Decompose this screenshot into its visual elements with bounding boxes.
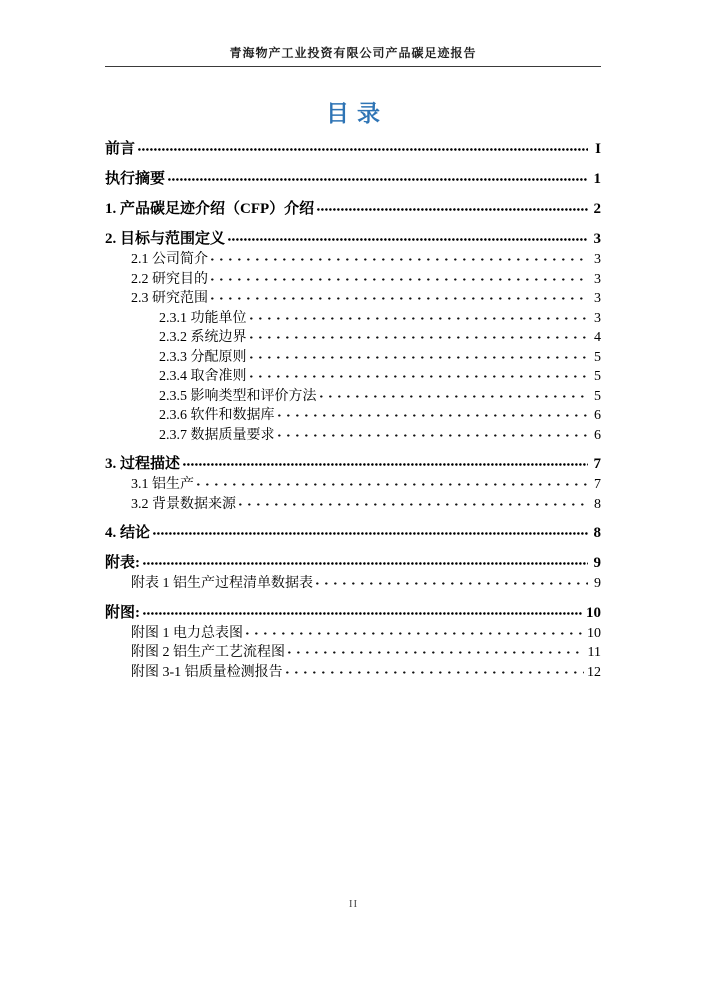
- toc-entry-list: [105, 139, 601, 682]
- toc-entry-page: 12: [587, 664, 601, 680]
- toc-entry-page: 9: [593, 555, 601, 571]
- toc-entry-page: 6: [594, 427, 601, 443]
- toc-entry: [105, 426, 601, 446]
- toc-entry-page: 8: [594, 496, 601, 512]
- toc-entry: [105, 454, 601, 475]
- toc-entry: [105, 229, 601, 250]
- toc-entry-label: 2.3.7 数据质量要求: [159, 427, 275, 443]
- toc-entry-page: 11: [587, 645, 601, 660]
- toc-entry-label: 3. 过程描述: [105, 456, 181, 472]
- toc-entry-page: 10: [586, 604, 601, 621]
- toc-entry-label: 2.3.2 系统边界: [159, 330, 247, 345]
- toc-entry-label: 2.1 公司简介: [131, 252, 208, 267]
- toc-entry-page: 2: [593, 201, 601, 217]
- toc-entry-label: 2.3.3 分配原则: [159, 349, 247, 365]
- toc-entry-label: 附图 3-1 铝质量检测报告: [131, 664, 283, 680]
- toc-entry: [105, 475, 601, 495]
- toc-entry-page: 5: [594, 388, 601, 404]
- toc-entry-page: 3: [594, 252, 601, 267]
- toc-content: [105, 66, 601, 682]
- toc-entry: [105, 309, 601, 329]
- footer-page-number: II: [348, 898, 359, 910]
- toc-entry: [105, 603, 601, 624]
- toc-entry: [105, 643, 601, 663]
- toc-entry-label: 2.3.1 功能单位: [159, 310, 247, 326]
- toc-entry-page: 4: [594, 330, 601, 345]
- toc-entry-label: 2.2 研究目的: [131, 271, 208, 287]
- toc-entry-label: 2.3.6 软件和数据库: [159, 408, 275, 423]
- toc-entry: [105, 169, 601, 190]
- toc-entry: [105, 624, 601, 644]
- toc-entry-page: 8: [593, 525, 601, 541]
- toc-entry-label: 4. 结论: [105, 525, 151, 541]
- toc-entry-label: 附图 2 铝生产工艺流程图: [131, 645, 285, 660]
- toc-entry-label: 2.3.5 影响类型和评价方法: [159, 388, 317, 404]
- toc-entry-page: 3: [593, 231, 601, 247]
- toc-entry-page: 9: [594, 576, 601, 591]
- toc-entry-label: 附表 1 铝生产过程清单数据表: [131, 576, 313, 591]
- toc-entry: [105, 495, 601, 515]
- toc-entry-page: 6: [594, 408, 601, 423]
- toc-entry: [105, 328, 601, 348]
- toc-entry: [105, 348, 601, 368]
- toc-entry: [105, 270, 601, 290]
- toc-entry-page: 5: [594, 369, 601, 384]
- toc-entry-label: 附图 1 电力总表图: [131, 625, 243, 641]
- toc-entry-label: 2.3 研究范围: [131, 291, 208, 306]
- toc-entry-label: 附图:: [105, 604, 140, 621]
- page-header: 青海物产工业投资有限公司产品碳足迹报告: [105, 44, 601, 67]
- toc-entry: [105, 199, 601, 220]
- toc-entry: [105, 250, 601, 270]
- toc-entry-page: 1: [593, 171, 601, 187]
- toc-entry-page: 3: [594, 291, 601, 306]
- toc-entry: [105, 553, 601, 574]
- toc-entry-label: 2. 目标与范围定义: [105, 231, 226, 247]
- toc-entry-page: 7: [593, 456, 601, 472]
- toc-entry-label: 3.1 铝生产: [131, 477, 194, 492]
- toc-entry-page: 3: [594, 310, 601, 326]
- toc-entry-label: 前言: [105, 141, 136, 157]
- toc-entry-label: 1. 产品碳足迹介绍（CFP）介绍: [105, 201, 315, 217]
- toc-entry-label: 执行摘要: [105, 171, 166, 187]
- toc-entry: [105, 406, 601, 426]
- toc-entry-page: 5: [594, 349, 601, 365]
- toc-entry-page: I: [595, 141, 601, 157]
- toc-entry: [105, 387, 601, 407]
- toc-entry: [105, 574, 601, 594]
- toc-entry: [105, 139, 601, 160]
- toc-entry: [105, 663, 601, 683]
- toc-title: 目录: [326, 101, 388, 126]
- toc-entry-label: 3.2 背景数据来源: [131, 496, 236, 512]
- toc-entry-page: 10: [587, 625, 601, 641]
- toc-entry-page: 3: [594, 271, 601, 287]
- toc-entry-label: 附表:: [105, 555, 140, 571]
- toc-entry: [105, 523, 601, 544]
- toc-entry: [105, 289, 601, 309]
- toc-entry-label: 2.3.4 取舍准则: [159, 369, 247, 384]
- toc-entry: [105, 367, 601, 387]
- toc-entry-page: 7: [594, 477, 601, 492]
